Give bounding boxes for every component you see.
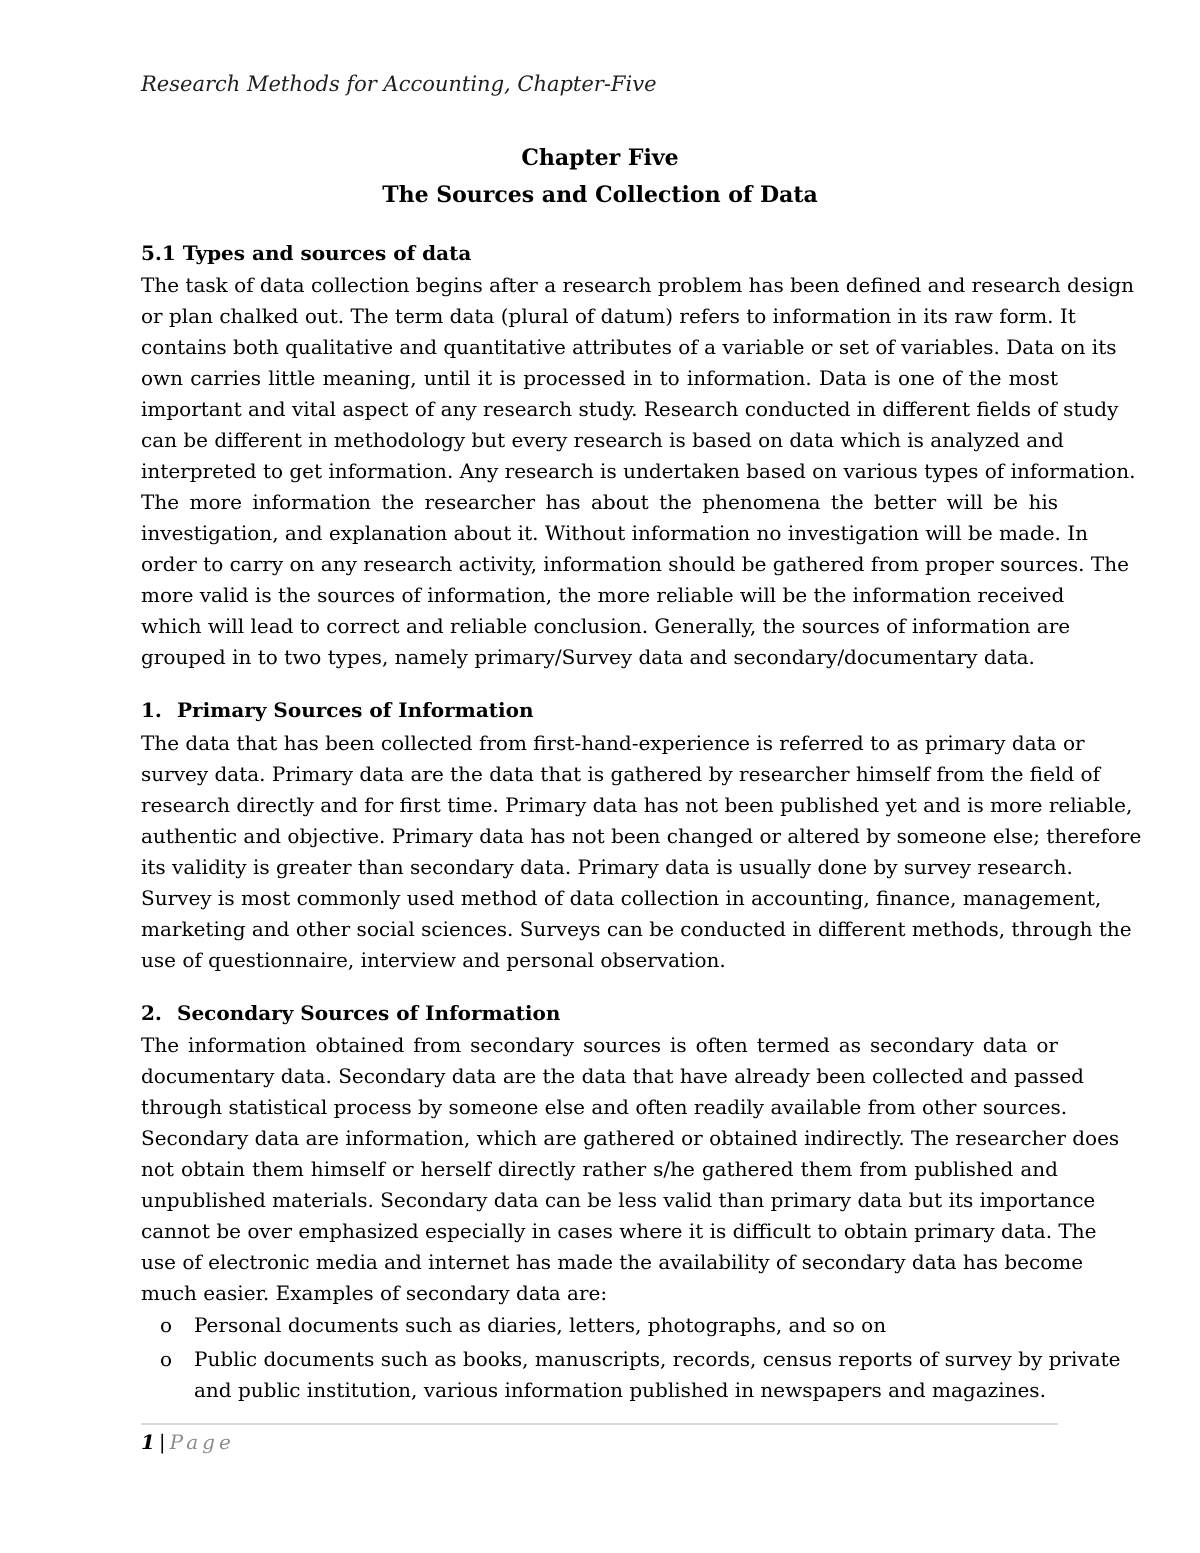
paragraph-line: The information obtained from secondary sources is often termed as secondary data or [141,1033,1058,1057]
page-number: 1 [141,1430,155,1454]
paragraph-line: not obtain them himself or herself directly rather s/he gathered them from published and [141,1157,1058,1181]
heading-text: Primary Sources of Information [177,698,534,722]
footer-separator: | [158,1430,166,1454]
paragraph-line: marketing and other social sciences. Surveys can be conducted in different methods, through the [141,917,1132,941]
chapter-label: Chapter Five [521,145,679,171]
paragraph-line: own carries little meaning, until it is processed in to information. Data is one of the most [141,366,1058,390]
paragraph-line: cannot be over emphasized especially in cases where it is difficult to obtain primary data. The [141,1219,1097,1243]
secondary-sources-heading [141,1001,560,1025]
paragraph-line: authentic and objective. Primary data has not been changed or altered by someone else; therefore [141,824,1142,848]
chapter-title: The Sources and Collection of Data [382,182,818,208]
bullet-marker: o [160,1313,173,1337]
heading-number: 1. [141,698,162,722]
paragraph-line: through statistical process by someone else and often readily available from other sources. [141,1095,1068,1119]
paragraph-line: documentary data. Secondary data are the data that have already been collected and passed [141,1064,1084,1088]
paragraph-line: more valid is the sources of information, the more reliable will be the information received [141,583,1065,607]
paragraph-line: Survey is most commonly used method of data collection in accounting, finance, management, [141,886,1102,910]
paragraph-line: interpreted to get information. Any research is undertaken based on various types of information. [141,459,1136,483]
paragraph-line: which will lead to correct and reliable conclusion. Generally, the sources of information are [141,614,1071,638]
section-heading-5-1: 5.1 Types and sources of data [141,241,472,265]
list-item: Personal documents such as diaries, letters, photographs, and so on [194,1313,887,1337]
paragraph-line: unpublished materials. Secondary data can be less valid than primary data but its importance [141,1188,1096,1212]
paragraph-line: much easier. Examples of secondary data are: [141,1281,608,1305]
paragraph-line: Secondary data are information, which are gathered or obtained indirectly. The researcher does [141,1126,1120,1150]
bullet-marker: o [160,1347,173,1371]
paragraph-line: research directly and for first time. Primary data has not been published yet and is more reliable, [141,793,1133,817]
paragraph-line: can be different in methodology but every research is based on data which is analyzed and [141,428,1064,452]
page-label: Page [169,1430,235,1454]
footer-divider [141,1423,1058,1425]
heading-text: Secondary Sources of Information [177,1001,561,1025]
paragraph-line: The task of data collection begins after a research problem has been defined and research design [141,273,1135,297]
list-item-continuation: and public institution, various information published in newspapers and magazines. [194,1378,1046,1402]
paragraph-line: use of questionnaire, interview and personal observation. [141,948,726,972]
paragraph-line: survey data. Primary data are the data that is gathered by researcher himself from the field of [141,762,1100,786]
paragraph-line: or plan chalked out. The term data (plural of datum) refers to information in its raw form. It [141,304,1076,328]
paragraph-line: order to carry on any research activity, information should be gathered from proper sources. The [141,552,1129,576]
paragraph-line: The more information the researcher has about the phenomena the better will be his [141,490,1058,514]
heading-number: 2. [141,1001,162,1025]
paragraph-line: important and vital aspect of any research study. Research conducted in different fields of study [141,397,1119,421]
paragraph-line: contains both qualitative and quantitative attributes of a variable or set of variables. Data on its [141,335,1117,359]
page-footer [141,1430,235,1454]
primary-sources-heading [141,698,534,722]
paragraph-line: investigation, and explanation about it. Without information no investigation will be made. In [141,521,1089,545]
paragraph-line: The data that has been collected from first-hand-experience is referred to as primary data or [141,731,1085,755]
paragraph-line: use of electronic media and internet has made the availability of secondary data has become [141,1250,1084,1274]
running-header: Research Methods for Accounting, Chapter-Five [141,72,657,96]
paragraph-line: grouped in to two types, namely primary/Survey data and secondary/documentary data. [141,645,1035,669]
list-item: Public documents such as books, manuscripts, records, census reports of survey by private [194,1347,1121,1371]
paragraph-line: its validity is greater than secondary data. Primary data is usually done by survey research. [141,855,1073,879]
